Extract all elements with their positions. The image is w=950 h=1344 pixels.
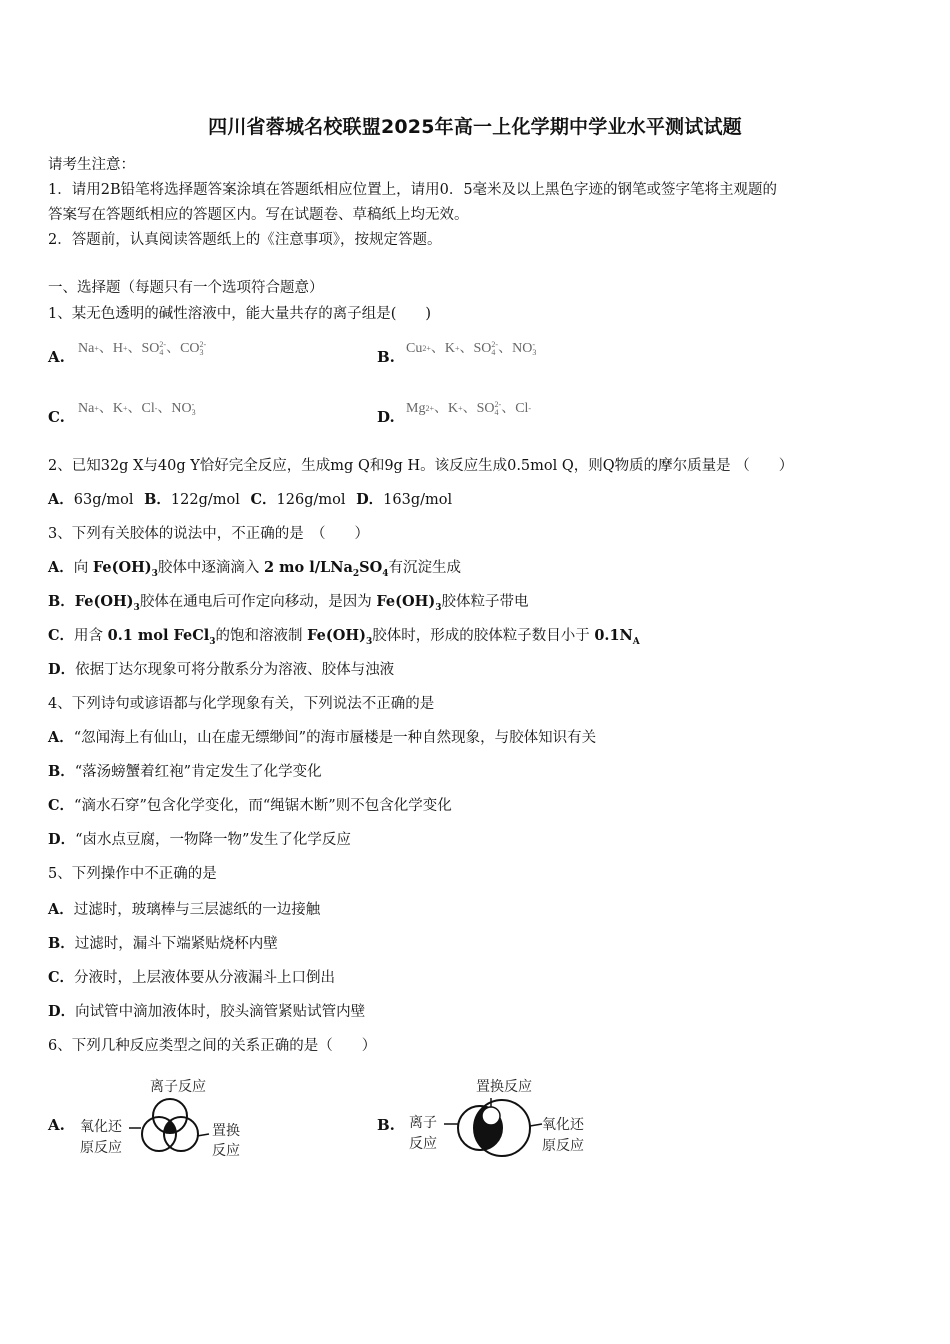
question-6-stem: 6、下列几种反应类型之间的关系正确的是（ ） xyxy=(48,1038,377,1054)
ion-charge: 2+ xyxy=(422,343,431,353)
q2-option-d-text: 163g/mol xyxy=(383,492,453,508)
venn-circle-displacement xyxy=(164,1117,198,1151)
formula: Fe(OH) xyxy=(92,559,152,576)
ion: H xyxy=(112,341,123,356)
q6-b-left-label-1: 离子 xyxy=(409,1115,437,1131)
q5-option-d-label: D． xyxy=(48,1003,76,1020)
q4-option-b xyxy=(48,760,322,781)
question-3-stem: 3、下列有关胶体的说法中，不正确的是 （ ） xyxy=(48,526,369,542)
notice-line-1b: 答案写在答题纸相应的答题区内。写在试题卷、草稿纸上均无效。 xyxy=(48,207,469,223)
text: 依据丁达尔现象可将分散系分为溶液、胶体与浊液 xyxy=(75,662,395,678)
q4-option-a-label: A． xyxy=(48,729,74,746)
ion: SO xyxy=(141,341,160,356)
q6-a-left-label-1: 氧化还 xyxy=(80,1119,122,1135)
ion-charge: 2- xyxy=(494,399,502,409)
text: 胶体时，形成的胶体粒子数目小于 xyxy=(372,628,595,644)
ion: Cl xyxy=(141,401,155,416)
ion-charge: - xyxy=(191,399,195,409)
q1-option-d-label: D. xyxy=(377,408,395,426)
q6-option-a-label: A. xyxy=(48,1116,65,1134)
leader-line xyxy=(530,1124,542,1126)
q5-option-b xyxy=(48,932,278,953)
q2-option-b-text: 122g/mol xyxy=(170,492,240,508)
q3-option-a-label: A． xyxy=(48,559,74,576)
q4-option-a-text: “忽闻海上有仙山，山在虚无缥缈间”的海市蜃楼是一种自然现象，与胶体知识有关 xyxy=(73,730,597,746)
subscript: 3 xyxy=(365,636,373,647)
ion-charge: - xyxy=(154,403,158,413)
q5-option-d-text: 向试管中滴加液体时，胶头滴管紧贴试管内壁 xyxy=(75,1004,366,1020)
q4-option-b-text: “落汤螃蟹着红袍”肯定发生了化学变化 xyxy=(74,764,322,780)
notice-line-2: 2．答题前，认真阅读答题纸上的《注意事项》，按规定答题。 xyxy=(48,232,442,248)
separator: 、 xyxy=(98,401,113,416)
q2-options xyxy=(48,488,452,509)
formula: SO xyxy=(359,559,383,576)
q1-option-b-label: B. xyxy=(377,348,395,366)
venn-circle-displacement xyxy=(482,1107,500,1125)
text: 胶体粒子带电 xyxy=(441,594,529,610)
q3-option-d xyxy=(48,658,394,679)
subscript: 4 xyxy=(382,568,389,579)
subscript: A xyxy=(632,636,640,647)
q2-option-d-label: D． xyxy=(356,491,384,508)
text: 胶体中逐滴滴入 xyxy=(157,560,265,576)
separator: 、 xyxy=(501,401,516,416)
formula: Fe(OH) xyxy=(74,593,134,610)
q5-option-a-text: 过滤时，玻璃棒与三层滤纸的一边接触 xyxy=(73,902,321,918)
ion-charge: 2- xyxy=(491,339,499,349)
separator: 、 xyxy=(98,341,113,356)
q3-option-c-label: C． xyxy=(48,627,75,644)
q5-option-c-text: 分液时，上层液体要从分液漏斗上口倒出 xyxy=(74,970,336,986)
ion: K xyxy=(112,401,123,416)
page-title: 四川省蓉城名校联盟2025年高一上化学期中学业水平测试试题 xyxy=(208,116,742,138)
q5-option-a-label: A． xyxy=(48,901,74,918)
q3-option-b xyxy=(48,590,528,613)
separator: 、 xyxy=(430,341,445,356)
separator: 、 xyxy=(157,401,172,416)
q5-option-c-label: C． xyxy=(48,969,75,986)
ion: Mg xyxy=(406,401,426,416)
venn-diagram-a xyxy=(125,1094,215,1160)
venn-circle-redox xyxy=(142,1117,176,1151)
q5-option-a xyxy=(48,898,320,919)
ion-charge: - xyxy=(528,403,532,413)
subscript: 3 xyxy=(133,602,140,613)
q4-option-c-text: “滴水石穿”包含化学变化，而“绳锯木断”则不包含化学变化 xyxy=(74,798,452,814)
text: 有沉淀生成 xyxy=(388,560,462,576)
subscript: 3 xyxy=(209,636,216,647)
q1-option-b-ions xyxy=(406,337,536,357)
separator: 、 xyxy=(498,341,513,356)
ion-subscript: 3 xyxy=(532,347,537,357)
ion-charge: + xyxy=(94,343,99,353)
ion-subscript: 3 xyxy=(199,347,204,357)
q6-a-right-label-1: 置换 xyxy=(212,1123,240,1139)
q3-option-a xyxy=(48,556,461,579)
ion-subscript: 4 xyxy=(494,407,499,417)
q6-option-b-label: B. xyxy=(377,1116,395,1134)
subscript: 3 xyxy=(435,602,442,613)
text: 胶体在通电后可作定向移动，是因为 xyxy=(139,594,377,610)
question-5-stem: 5、下列操作中不正确的是 xyxy=(48,866,217,882)
q6-a-right-label-2: 反应 xyxy=(212,1143,240,1159)
ion: SO xyxy=(476,401,495,416)
q2-option-c-text: 126g/mol xyxy=(276,492,346,508)
separator: 、 xyxy=(459,341,474,356)
ion-charge: 2- xyxy=(199,339,207,349)
separator: 、 xyxy=(127,341,142,356)
ion: Cu xyxy=(406,341,423,356)
separator: 、 xyxy=(127,401,142,416)
ion: NO xyxy=(171,401,192,416)
formula: 0.1 mol FeCl xyxy=(107,627,210,644)
ion-charge: 2+ xyxy=(425,403,434,413)
question-1-stem: 1、某无色透明的碱性溶液中，能大量共存的离子组是( ) xyxy=(48,306,432,322)
ion: Cl xyxy=(515,401,529,416)
q4-option-c xyxy=(48,794,452,815)
ion: CO xyxy=(180,341,200,356)
separator: 、 xyxy=(462,401,477,416)
q2-option-a-label: A． xyxy=(48,491,74,508)
separator: 、 xyxy=(166,341,181,356)
formula: 2 mo l/LNa xyxy=(264,559,353,576)
q3-option-d-label: D． xyxy=(48,661,76,678)
ion-charge: + xyxy=(122,403,128,413)
text: 用含 xyxy=(74,628,108,644)
q6-b-top-label: 置换反应 xyxy=(476,1079,532,1095)
q5-option-b-text: 过滤时，漏斗下端紧贴烧杯内壁 xyxy=(74,936,278,952)
question-4-stem: 4、下列诗句或谚语都与化学现象有关，下列说法不正确的是 xyxy=(48,696,435,712)
subscript: 2 xyxy=(352,568,360,579)
venn-diagram-b xyxy=(440,1094,544,1160)
ion: K xyxy=(447,401,459,416)
q1-option-d-ions xyxy=(406,397,531,417)
section-heading: 一、选择题（每题只有一个选项符合题意） xyxy=(48,280,324,296)
ion-charge: + xyxy=(122,343,128,353)
ion-charge: - xyxy=(532,339,535,349)
ion: Na xyxy=(78,341,95,356)
q1-option-a-label: A. xyxy=(48,348,65,366)
formula: Fe(OH) xyxy=(376,593,436,610)
notice-heading: 请考生注意： xyxy=(48,157,135,173)
ion: NO xyxy=(512,341,533,356)
q2-option-a-text: 63g/mol xyxy=(73,492,134,508)
ion-charge: + xyxy=(458,403,463,413)
ion-subscript: 3 xyxy=(191,407,196,417)
q4-option-b-label: B． xyxy=(48,763,75,780)
q5-option-b-label: B． xyxy=(48,935,75,952)
ion-charge: + xyxy=(94,403,99,413)
q4-option-c-label: C． xyxy=(48,797,75,814)
q6-a-left-label-2: 原反应 xyxy=(80,1140,122,1156)
question-2-stem: 2、已知32g X与40g Y恰好完全反应，生成mg Q和9g H。该反应生成0.5mol Q，则Q物质的摩尔质量是 （ ） xyxy=(48,458,794,474)
q4-option-a xyxy=(48,726,596,747)
ion-subscript: 4 xyxy=(491,347,496,357)
q3-option-c xyxy=(48,624,640,647)
q2-option-b-label: B． xyxy=(144,491,171,508)
ion: Na xyxy=(78,401,95,416)
text: 向 xyxy=(73,560,93,576)
q4-option-d xyxy=(48,828,351,849)
q2-option-c-label: C． xyxy=(250,491,277,508)
q3-option-b-label: B． xyxy=(48,593,75,610)
q1-option-a-ions xyxy=(78,337,206,357)
formula: Fe(OH) xyxy=(307,627,366,644)
subscript: 3 xyxy=(151,568,158,579)
formula: 0.1N xyxy=(594,627,633,644)
q4-option-d-text: “卤水点豆腐，一物降一物”发生了化学反应 xyxy=(75,832,351,848)
q4-option-d-label: D． xyxy=(48,831,76,848)
ion-charge: + xyxy=(454,343,460,353)
q6-b-right-label-1: 氧化还 xyxy=(542,1117,584,1133)
separator: 、 xyxy=(433,401,448,416)
q5-option-d xyxy=(48,1000,365,1021)
ion-charge: 2- xyxy=(159,339,167,349)
q1-option-c-label: C. xyxy=(48,408,65,426)
q6-b-right-label-2: 原反应 xyxy=(542,1138,584,1154)
q1-option-c-ions xyxy=(78,397,196,417)
q6-a-top-label: 离子反应 xyxy=(150,1079,206,1095)
ion: SO xyxy=(473,341,492,356)
q6-b-left-label-2: 反应 xyxy=(409,1136,437,1152)
ion: K xyxy=(444,341,455,356)
q5-option-c xyxy=(48,966,335,987)
notice-line-1: 1．请用2B铅笔将选择题答案涂填在答题纸相应位置上，请用0．5毫米及以上黑色字迹的钢笔或签字笔将主观题的 xyxy=(48,182,778,198)
ion-subscript: 4 xyxy=(159,347,164,357)
text: 的饱和溶液制 xyxy=(215,628,308,644)
